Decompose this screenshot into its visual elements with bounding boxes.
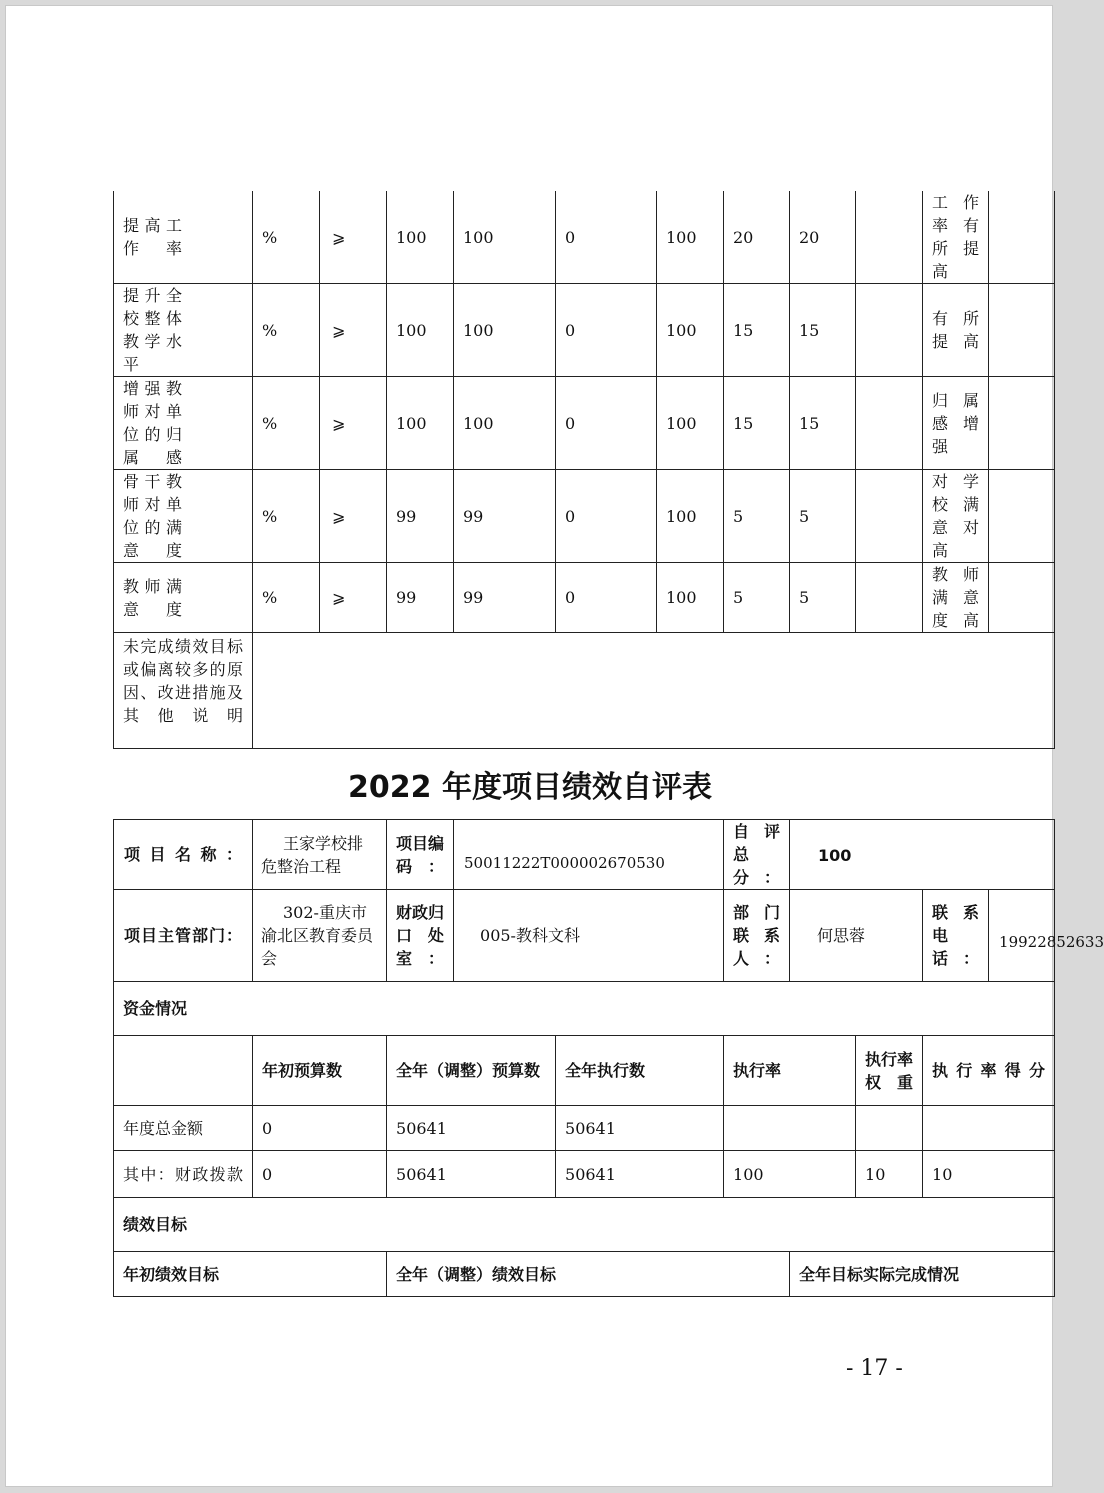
funds-header-adjusted: 全年（调整）预算数: [387, 1036, 556, 1106]
indicator-extra: [989, 377, 1055, 470]
indicator-target: 99: [387, 563, 454, 633]
indicator-deviation: 0: [556, 470, 657, 563]
goals-actual-label: 全年目标实际完成情况: [790, 1252, 1055, 1297]
indicator-extra: [989, 284, 1055, 377]
indicator-actual: 100: [657, 191, 724, 284]
indicator-name: 提高工作率: [114, 191, 253, 284]
office-label: 财政归口处室：: [387, 890, 454, 982]
indicator-actual: 100: [657, 284, 724, 377]
indicator-row: [114, 377, 1055, 470]
indicator-unit: %: [253, 470, 320, 563]
indicator-adjusted: 99: [454, 563, 556, 633]
indicator-extra: [989, 563, 1055, 633]
indicator-actual: 100: [657, 470, 724, 563]
goals-section-label: 绩效目标: [114, 1198, 1055, 1252]
goals-adjusted-label: 全年（调整）绩效目标: [387, 1252, 790, 1297]
self-score-value: 100: [790, 820, 1055, 890]
indicator-score: 15: [790, 377, 856, 470]
indicator-weight: 5: [724, 470, 790, 563]
indicator-row: [114, 284, 1055, 377]
project-row-1: [114, 820, 1055, 890]
indicator-operator: ⩾: [320, 563, 387, 633]
funds-row-total: [114, 1106, 1055, 1151]
deviation-row: [114, 633, 1055, 749]
indicator-analysis: 对学校满意对高: [923, 470, 989, 563]
funds-cell-score: [923, 1106, 1055, 1151]
dept-label: 项目主管部门：: [114, 890, 253, 982]
funds-cell-adjusted: 50641: [387, 1151, 556, 1198]
indicator-analysis: 归属感增强: [923, 377, 989, 470]
indicator-weight: 5: [724, 563, 790, 633]
funds-section-row: [114, 982, 1055, 1036]
funds-cell-initial: 0: [253, 1151, 387, 1198]
indicator-row: [114, 470, 1055, 563]
phone-label: 联系电话：: [923, 890, 989, 982]
funds-cell-initial: 0: [253, 1106, 387, 1151]
indicator-unit: %: [253, 284, 320, 377]
funds-header-row: [114, 1036, 1055, 1106]
indicator-table: [113, 191, 1055, 749]
indicator-score: 5: [790, 470, 856, 563]
funds-header-score: 执行率得分: [923, 1036, 1055, 1106]
indicator-weight: 20: [724, 191, 790, 284]
goals-header-row: [114, 1252, 1055, 1297]
indicator-unit: %: [253, 191, 320, 284]
indicator-score: 15: [790, 284, 856, 377]
indicator-unit: %: [253, 377, 320, 470]
indicator-name: 教师满意度: [114, 563, 253, 633]
dept-value: 302-重庆市渝北区教育委员会: [253, 890, 387, 982]
indicator-adjusted: 99: [454, 470, 556, 563]
indicator-deviation: 0: [556, 377, 657, 470]
indicator-row: [114, 563, 1055, 633]
indicator-target: 100: [387, 284, 454, 377]
indicator-note: [856, 191, 923, 284]
funds-section-label: 资金情况: [114, 982, 1055, 1036]
project-name-label: 项目名称：: [114, 820, 253, 890]
indicator-note: [856, 470, 923, 563]
indicator-operator: ⩾: [320, 377, 387, 470]
project-code-label: 项目编码：: [387, 820, 454, 890]
project-code-value: 50011222T000002670530: [454, 820, 724, 890]
funds-header-executed: 全年执行数: [556, 1036, 724, 1106]
indicator-target: 100: [387, 377, 454, 470]
deviation-label: 未完成绩效目标或偏离较多的原因、改进措施及其他说明: [114, 633, 253, 749]
indicator-weight: 15: [724, 284, 790, 377]
office-value: 005-教科文科: [454, 890, 724, 982]
phone-value: 19922852633: [989, 890, 1055, 982]
funds-cell-executed: 50641: [556, 1106, 724, 1151]
indicator-target: 99: [387, 470, 454, 563]
funds-cell-weight: 10: [856, 1151, 923, 1198]
indicator-extra: [989, 191, 1055, 284]
indicator-score: 20: [790, 191, 856, 284]
indicator-deviation: 0: [556, 284, 657, 377]
indicator-adjusted: 100: [454, 284, 556, 377]
indicator-analysis: 工作率有所提高: [923, 191, 989, 284]
indicator-operator: ⩾: [320, 470, 387, 563]
goals-section-row: [114, 1198, 1055, 1252]
self-score-label: 自评总分：: [724, 820, 790, 890]
indicator-unit: %: [253, 563, 320, 633]
indicator-deviation: 0: [556, 563, 657, 633]
funds-cell-rate: [724, 1106, 856, 1151]
page-number: - 17 -: [846, 1356, 903, 1381]
indicator-analysis: 教师满意度高: [923, 563, 989, 633]
indicator-score: 5: [790, 563, 856, 633]
indicator-analysis: 有所提高: [923, 284, 989, 377]
indicator-note: [856, 284, 923, 377]
contact-label: 部门联系人：: [724, 890, 790, 982]
funds-header-rate: 执行率: [724, 1036, 856, 1106]
funds-cell-adjusted: 50641: [387, 1106, 556, 1151]
funds-row-label: 其中：财政拨款: [114, 1151, 253, 1198]
indicator-name: 骨干教师对单位的满意度: [114, 470, 253, 563]
indicator-operator: ⩾: [320, 191, 387, 284]
document-page: [5, 5, 1104, 1487]
indicator-extra: [989, 470, 1055, 563]
funds-cell-rate: 100: [724, 1151, 856, 1198]
document-title: 2022 年度项目绩效自评表: [348, 770, 712, 805]
indicator-adjusted: 100: [454, 191, 556, 284]
indicator-name: 提升全校整体教学水平: [114, 284, 253, 377]
project-row-2: [114, 890, 1055, 982]
funds-cell-score: 10: [923, 1151, 1055, 1198]
indicator-note: [856, 563, 923, 633]
funds-cell-weight: [856, 1106, 923, 1151]
indicator-operator: ⩾: [320, 284, 387, 377]
funds-cell-executed: 50641: [556, 1151, 724, 1198]
funds-header-blank: [114, 1036, 253, 1106]
project-name-value: 王家学校排危整治工程: [253, 820, 387, 890]
contact-value: 何思蓉: [790, 890, 923, 982]
indicator-note: [856, 377, 923, 470]
indicator-deviation: 0: [556, 191, 657, 284]
funds-row-label: 年度总金额: [114, 1106, 253, 1151]
indicator-adjusted: 100: [454, 377, 556, 470]
funds-header-weight: 执行率权重: [856, 1036, 923, 1106]
funds-row-fiscal: [114, 1151, 1055, 1198]
indicator-name: 增强教师对单位的归属感: [114, 377, 253, 470]
deviation-value: [253, 633, 1055, 749]
indicator-row: [114, 191, 1055, 284]
indicator-target: 100: [387, 191, 454, 284]
indicator-actual: 100: [657, 377, 724, 470]
indicator-actual: 100: [657, 563, 724, 633]
funds-header-initial: 年初预算数: [253, 1036, 387, 1106]
goals-initial-label: 年初绩效目标: [114, 1252, 387, 1297]
project-table: [113, 819, 1104, 1297]
indicator-weight: 15: [724, 377, 790, 470]
